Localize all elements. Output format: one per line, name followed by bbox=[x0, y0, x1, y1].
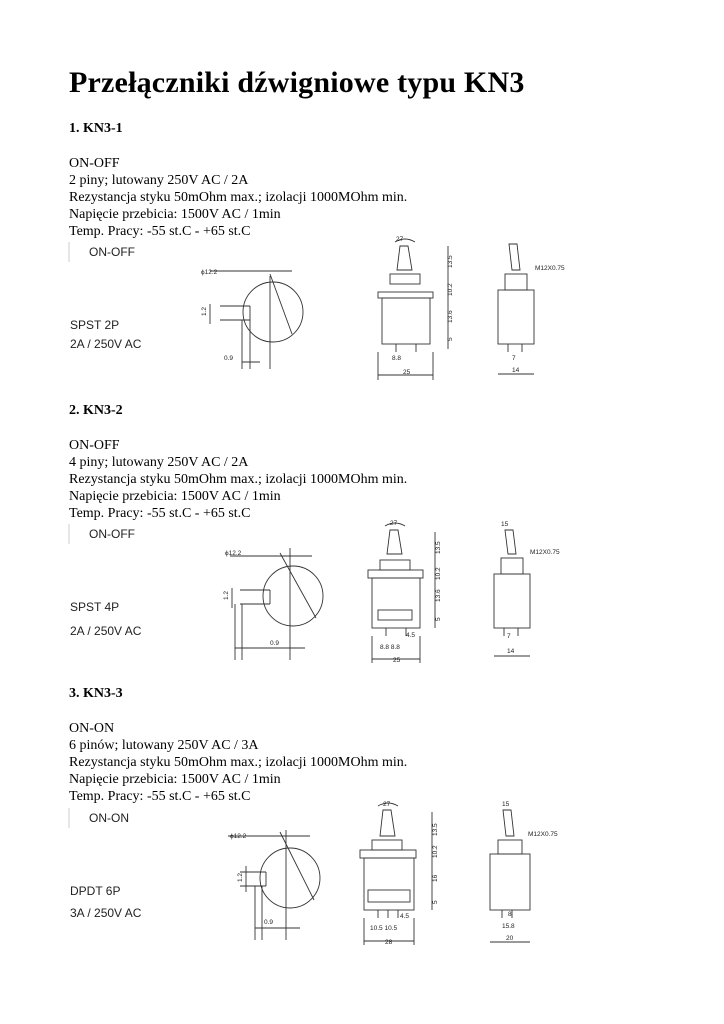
spec-line: Napięcie przebicia: 1500V AC / 1min bbox=[69, 772, 281, 787]
mode-label: ON-ON bbox=[89, 811, 129, 825]
total-width-dim: 25 bbox=[393, 657, 401, 664]
v1-dim: 13.5 bbox=[432, 823, 439, 836]
v4-dim: 5 bbox=[435, 617, 442, 621]
thread-dim: M12X0.75 bbox=[528, 831, 558, 838]
angle-dim: 27 bbox=[396, 236, 404, 243]
pitch-dim: 7 bbox=[512, 355, 516, 362]
spec-line: 6 pinów; lutowany 250V AC / 3A bbox=[69, 738, 259, 753]
height-dim: 1.2 bbox=[237, 872, 244, 882]
v3-dim: 13.6 bbox=[435, 589, 442, 602]
pitch-dim: 7 bbox=[507, 633, 511, 640]
pin2-dim: 4.5 bbox=[400, 913, 410, 920]
height-dim: 1.2 bbox=[201, 306, 208, 316]
spec-list-kn3-2 bbox=[69, 437, 407, 522]
section-heading-kn3-2: 2. KN3-2 bbox=[69, 403, 123, 418]
spec-line: ON-ON bbox=[69, 721, 115, 736]
rating-label: 2A / 250V AC bbox=[70, 337, 142, 351]
spec-line: 2 piny; lutowany 250V AC / 2A bbox=[69, 173, 249, 188]
spec-line: Temp. Pracy: -55 st.C - +65 st.C bbox=[69, 506, 251, 521]
total-width-dim: 28 bbox=[385, 939, 393, 946]
v1-dim: 13.5 bbox=[447, 255, 454, 268]
page-title: Przełączniki dźwigniowe typu KN3 bbox=[69, 66, 525, 99]
v1-dim: 13.5 bbox=[435, 541, 442, 554]
pin-dim: 10.5 10.5 bbox=[370, 925, 398, 932]
spec-line: ON-OFF bbox=[69, 156, 120, 171]
v3-dim: 13.6 bbox=[447, 310, 454, 323]
v2-dim: 10.2 bbox=[432, 845, 439, 858]
spec-line: Napięcie przebicia: 1500V AC / 1min bbox=[69, 207, 281, 222]
depth-dim: 14 bbox=[507, 648, 515, 655]
depth-dim: 14 bbox=[512, 367, 520, 374]
angle-dim: 27 bbox=[383, 801, 391, 808]
depth-dim: 20 bbox=[506, 935, 514, 942]
spec-line: Rezystancja styku 50mOhm max.; izolacji 1000MOhm min. bbox=[69, 190, 408, 205]
spec-line: Rezystancja styku 50mOhm max.; izolacji 1000MOhm min. bbox=[69, 472, 408, 487]
section-heading-kn3-1: 1. KN3-1 bbox=[69, 121, 123, 136]
technical-drawing bbox=[60, 234, 580, 389]
top-dim: 15 bbox=[502, 801, 510, 808]
spec-list-kn3-1 bbox=[69, 155, 407, 240]
width-dim: 0.9 bbox=[224, 355, 234, 362]
pin-dim: 8.8 bbox=[392, 355, 402, 362]
figure-kn3-3 bbox=[60, 800, 580, 950]
v3-dim: 16 bbox=[432, 874, 439, 882]
spec-line: Temp. Pracy: -55 st.C - +65 st.C bbox=[69, 224, 251, 239]
rating-label: 3A / 250V AC bbox=[70, 906, 142, 920]
thread-dim: M12X0.75 bbox=[530, 549, 560, 556]
spec-line: Napięcie przebicia: 1500V AC / 1min bbox=[69, 489, 281, 504]
top-dim: 15 bbox=[501, 521, 509, 528]
type-label: DPDT 6P bbox=[70, 884, 121, 898]
spec-line: 4 piny; lutowany 250V AC / 2A bbox=[69, 455, 249, 470]
v4-dim: 5 bbox=[432, 900, 439, 904]
figure-kn3-2 bbox=[60, 518, 580, 668]
pitch2-dim: 15.8 bbox=[502, 923, 515, 930]
section-heading-kn3-3: 3. KN3-3 bbox=[69, 686, 123, 701]
figure-kn3-1 bbox=[60, 234, 580, 384]
v2-dim: 10.2 bbox=[435, 567, 442, 580]
diameter-dim: ϕ12.2 bbox=[230, 833, 247, 840]
pin-dim: 8.8 8.8 bbox=[380, 644, 400, 651]
spec-line: Temp. Pracy: -55 st.C - +65 st.C bbox=[69, 789, 251, 804]
width-dim: 0.9 bbox=[270, 640, 280, 647]
spec-list-kn3-3 bbox=[69, 720, 407, 805]
spec-line: Rezystancja styku 50mOhm max.; izolacji 1000MOhm min. bbox=[69, 755, 408, 770]
mode-label: ON-OFF bbox=[89, 245, 135, 259]
total-width-dim: 25 bbox=[403, 369, 411, 376]
diameter-dim: ϕ12.2 bbox=[225, 550, 242, 557]
v2-dim: 10.2 bbox=[447, 283, 454, 296]
thread-dim: M12X0.75 bbox=[535, 265, 565, 272]
technical-drawing bbox=[60, 800, 580, 955]
type-label: SPST 4P bbox=[70, 600, 120, 614]
type-label: SPST 2P bbox=[70, 318, 120, 332]
rating-label: 2A / 250V AC bbox=[70, 624, 142, 638]
technical-drawing bbox=[60, 518, 580, 673]
pin2-dim: 4.5 bbox=[406, 632, 416, 639]
height-dim: 1.2 bbox=[223, 590, 230, 600]
width-dim: 0.9 bbox=[264, 919, 274, 926]
angle-dim: 27 bbox=[390, 520, 398, 527]
pitch-dim: 8 bbox=[508, 911, 512, 918]
diameter-dim: ϕ12.2 bbox=[201, 269, 218, 276]
v4-dim: 5 bbox=[447, 337, 454, 341]
spec-line: ON-OFF bbox=[69, 438, 120, 453]
mode-label: ON-OFF bbox=[89, 527, 135, 541]
